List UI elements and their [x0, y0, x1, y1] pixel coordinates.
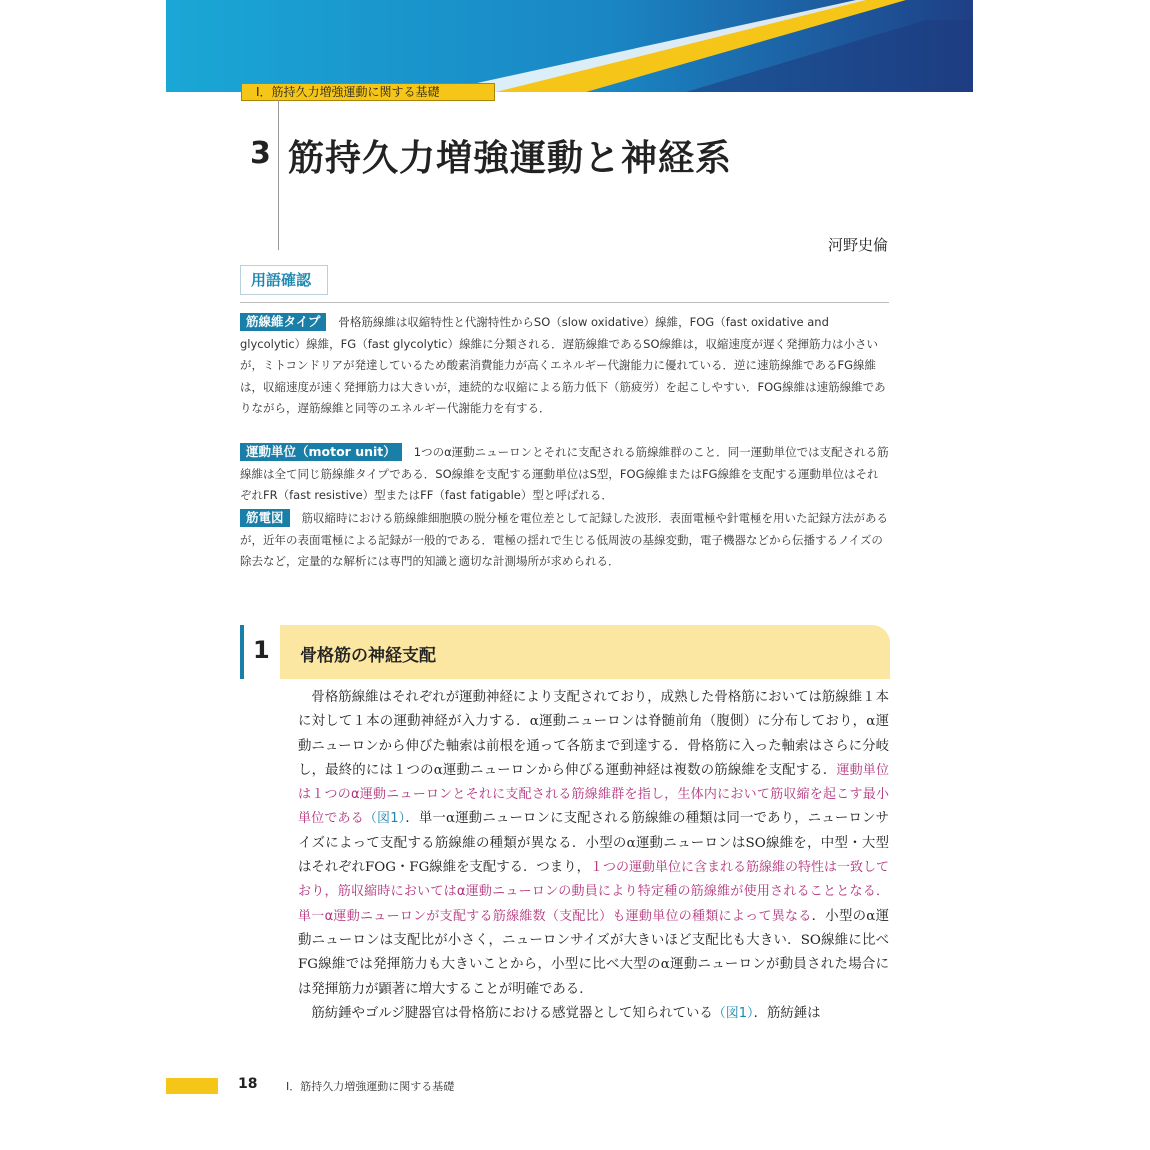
highlighted-text: １つの運動単位に含まれる筋線維の特性は一致しており，筋収縮時においてはα運動ニューロンの動員により特定種の筋線維が使用されることとなる．単一α運動ニューロンが支配する筋線維数（支配比）も運動単位の種類によって異なる	[298, 860, 889, 924]
page-number: 18	[238, 1076, 258, 1092]
glossary-heading: 用語確認	[240, 265, 328, 295]
body-text	[298, 686, 889, 1026]
section-title: 骨格筋の神経支配	[300, 646, 436, 666]
chapter-number: 3	[250, 136, 271, 171]
footer-accent-bar	[166, 1078, 218, 1094]
chapter-tag: Ⅰ．筋持久力増強運動に関する基礎	[241, 83, 495, 101]
term-label: 運動単位（motor unit）	[240, 443, 402, 461]
term-label: 筋電図	[240, 509, 290, 527]
glossary-term-emg	[240, 508, 890, 573]
section-number: 1	[253, 636, 270, 664]
title-divider	[278, 100, 279, 250]
header-banner	[166, 0, 973, 92]
figure-reference-link[interactable]: （図1）	[363, 811, 406, 827]
paragraph: 筋紡錘やゴルジ腱器官は骨格筋における感覚器として知られている（図1）．筋紡錘は	[311, 1005, 821, 1021]
term-text: 骨格筋線維は収縮特性と代謝特性からSO（slow oxidative）線維，FOG（fast oxidative and glycolytic）線維，FG（fast glycolytic）線維に分類される．遅筋線維であるSO線維は，収縮速度が遅く発揮筋力は小さいが，ミトコンドリアが発達しているため酸素消費能力が高くエネルギー代謝能力に優れている．逆に速筋線維であるFG線維は，収縮速度が速く発揮筋力は大きいが，連続的な収縮による筋力低下（筋疲労）を起こしやすい．FOG線維は速筋線維でありながら，遅筋線維と同等のエネルギー代謝能力を有する．	[240, 315, 886, 415]
glossary-term-motor-unit	[240, 442, 890, 507]
term-text: 1つのα運動ニューロンとそれに支配される筋線維群のこと．同一運動単位では支配される筋線維は全て同じ筋線維タイプである．SO線維を支配する運動単位はS型，FOG線維またはFG線維を支配する運動単位はそれぞれFR（fast resistive）型またはFF（fast fatigable）型と呼ばれる．	[240, 445, 889, 502]
term-text: 筋収縮時における筋線維細胞膜の脱分極を電位差として記録した波形．表面電極や針電極を用いた記録方法があるが，近年の表面電極による記録が一般的である．電極の揺れで生じる低周波の基線変動，電子機器などから伝播するノイズの除去など，定量的な解析には専門的知識と適切な計測場所が求められる．	[240, 511, 889, 568]
glossary-divider	[240, 302, 889, 303]
page-title: 筋持久力増強運動と神経系	[288, 138, 733, 179]
term-label: 筋線維タイプ	[240, 313, 326, 331]
paragraph: 骨格筋線維はそれぞれが運動神経により支配されており，成熟した骨格筋においては筋線維１本に対して１本の運動神経が入力する．α運動ニューロンは脊髄前角（腹側）に分布しており，α運動ニューロンから伸びた軸索は前根を通って各筋まで到達する．骨格筋に入った軸索はさらに分岐し，最終的には１つのα運動ニューロンから伸びる運動神経は複数の筋線維を支配する．運動単位は１つのα運動ニューロンとそれに支配される筋線維群を指し，生体内において筋収縮を起こす最小単位である（図1）．単一α運動ニューロンに支配される筋線維の種類は同一であり，ニューロンサイズによって支配する筋線維の種類が異なる．小型のα運動ニューロンはSO線維を，中型・大型はそれぞれFOG・FG線維を支配する．つまり，１つの運動単位に含まれる筋線維の特性は一致しており，筋収縮時においてはα運動ニューロンの動員により特定種の筋線維が使用されることとなる．単一α運動ニューロンが支配する筋線維数（支配比）も運動単位の種類によって異なる．小型のα運動ニューロンは支配比が小さく，ニューロンサイズが大きいほど支配比も大きい．SO線維に比べFG線維では発揮筋力も大きいことから，小型に比べ大型のα運動ニューロンが動員された場合には発揮筋力が顕著に増大することが明確である．	[298, 690, 890, 997]
highlighted-text: 運動単位は１つのα運動ニューロンとそれに支配される筋線維群を指し，生体内において筋収縮を起こす最小単位である	[298, 762, 889, 827]
glossary-term-fiber-type	[240, 312, 890, 420]
running-head: Ⅰ．筋持久力増強運動に関する基礎	[286, 1080, 455, 1093]
author-name: 河野史倫	[827, 236, 888, 254]
figure-reference-link[interactable]: （図1）	[712, 1005, 754, 1021]
